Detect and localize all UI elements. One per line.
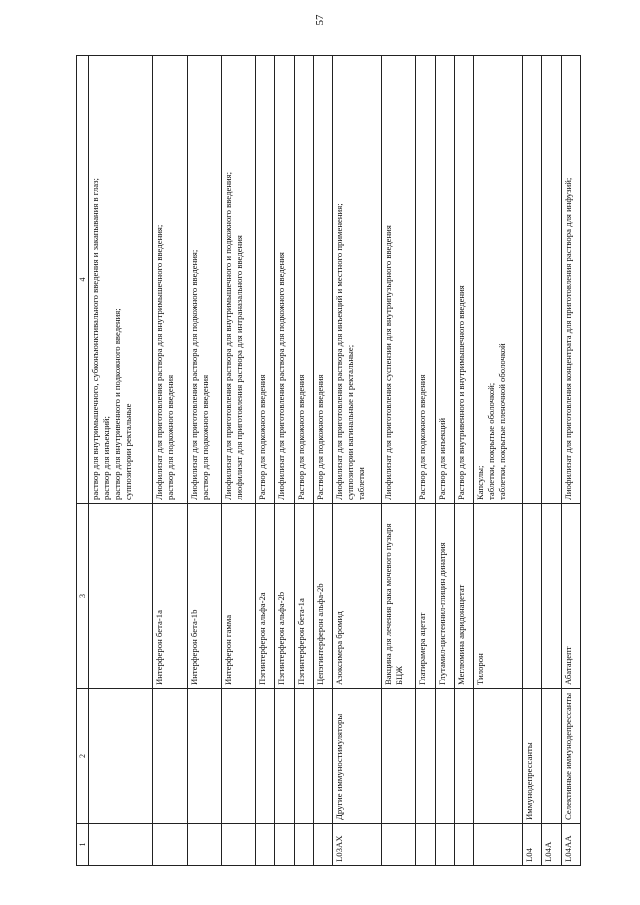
- dosage-form-line: Раствор для подкожного введения: [417, 374, 428, 500]
- dosage-forms-cell: [473, 56, 522, 504]
- dosage-form-line: Раствор для подкожного введения: [257, 374, 268, 500]
- dosage-forms-cell: [382, 56, 416, 504]
- atc-code-cell: [256, 824, 275, 866]
- table-row: [89, 56, 153, 866]
- group-name-cell: [275, 689, 294, 824]
- group-name-cell: [256, 689, 275, 824]
- group-name-cell: [454, 689, 473, 824]
- dosage-forms-cell: [275, 56, 294, 504]
- group-name-cell: Селективные иммунодепрессанты: [561, 689, 580, 824]
- dosage-form-line: Лиофилизат для приготовления раствора для подкожного введения;: [188, 249, 199, 500]
- table-body: [89, 56, 581, 866]
- dosage-form-line: Раствор для внутривенного и внутримышечного введения: [455, 285, 466, 500]
- dosage-forms-cell: [542, 56, 561, 504]
- dosage-forms-cell: [256, 56, 275, 504]
- group-name-cell: Другие иммуностимуляторы: [332, 689, 381, 824]
- dosage-forms-cell: [454, 56, 473, 504]
- dosage-forms-cell: [221, 56, 255, 504]
- dosage-forms-cell: [294, 56, 313, 504]
- group-name-cell: [89, 689, 153, 824]
- drug-table: [76, 55, 581, 866]
- dosage-forms-cell: [187, 56, 221, 504]
- table-header-row: [77, 56, 89, 866]
- table-row: [382, 56, 416, 866]
- dosage-form-line: Лиофилизат для приготовления раствора для инъекций и местного применения;: [333, 203, 344, 500]
- group-name-cell: [542, 689, 561, 824]
- column-header: 2: [77, 689, 89, 824]
- atc-code-cell: L04AA: [561, 824, 580, 866]
- atc-code-cell: [187, 824, 221, 866]
- drug-name-cell: Глатирамера ацетат: [416, 504, 435, 689]
- column-header: 4: [77, 56, 89, 504]
- dosage-forms-cell: [435, 56, 454, 504]
- atc-code-cell: L04A: [542, 824, 561, 866]
- table-row: [332, 56, 381, 866]
- atc-code-cell: [473, 824, 522, 866]
- table-row: [542, 56, 561, 866]
- atc-code-cell: [89, 824, 153, 866]
- drug-name-cell: Интерферон гамма: [221, 504, 255, 689]
- drug-name-cell: [523, 504, 542, 689]
- drug-name-cell: [89, 504, 153, 689]
- drug-name-cell: Абатацепт: [561, 504, 580, 689]
- dosage-form-line: раствор для подкожного введения: [199, 374, 210, 500]
- dosage-forms-cell: [523, 56, 542, 504]
- atc-code-cell: [454, 824, 473, 866]
- column-header: 3: [77, 504, 89, 689]
- dosage-form-line: лиофилизат для приготовления раствора для интраназального введения: [233, 235, 244, 500]
- atc-code-cell: [153, 824, 187, 866]
- dosage-forms-cell: [561, 56, 580, 504]
- drug-name-cell: Интерферон бета-1а: [153, 504, 187, 689]
- group-name-cell: [294, 689, 313, 824]
- group-name-cell: [313, 689, 332, 824]
- dosage-forms-cell: [332, 56, 381, 504]
- rotated-table-container: [76, 56, 581, 866]
- group-name-cell: [382, 689, 416, 824]
- dosage-forms-cell: [416, 56, 435, 504]
- group-name-cell: [153, 689, 187, 824]
- table-row: [416, 56, 435, 866]
- drug-name-cell: Пэгинтерферон бета-1а: [294, 504, 313, 689]
- page-number: 57: [314, 14, 326, 26]
- atc-code-cell: L04: [523, 824, 542, 866]
- atc-code-cell: [416, 824, 435, 866]
- table-row: [221, 56, 255, 866]
- drug-name-cell: Тилорон: [473, 504, 522, 689]
- dosage-form-line: Капсулы;: [474, 465, 485, 500]
- drug-name-cell: Глутамил-цистеинил-глицин динатрия: [435, 504, 454, 689]
- dosage-form-line: таблетки, покрытые оболочкой;: [485, 382, 496, 500]
- dosage-form-line: Лиофилизат для приготовления концентрата для приготовления раствора для инфузий;: [562, 177, 573, 500]
- dosage-forms-cell: [313, 56, 332, 504]
- dosage-form-line: суппозитории вагинальные и ректальные;: [344, 344, 355, 500]
- table-row: [294, 56, 313, 866]
- drug-name-cell: Интерферон бета-1b: [187, 504, 221, 689]
- dosage-form-line: таблетки: [355, 467, 366, 500]
- dosage-form-line: Раствор для подкожного введения: [295, 374, 306, 500]
- dosage-form-line: Раствор для инъекций: [436, 418, 447, 500]
- column-header: 1: [77, 824, 89, 866]
- atc-code-cell: L03AX: [332, 824, 381, 866]
- group-name-cell: [416, 689, 435, 824]
- group-name-cell: [221, 689, 255, 824]
- group-name-cell: [435, 689, 454, 824]
- group-name-cell: [473, 689, 522, 824]
- dosage-form-line: Лиофилизат для приготовления суспензии для внутрипузырного введения: [383, 225, 394, 500]
- table-row: [561, 56, 580, 866]
- drug-name-cell: Пэгинтерферон альфа-2а: [256, 504, 275, 689]
- dosage-form-line: Лиофилизат для приготовления раствора для подкожного введения: [276, 252, 287, 500]
- atc-code-cell: [221, 824, 255, 866]
- dosage-form-line: раствор для внутримышечного, субконъюнктивального введения и закапывания в глаз;: [90, 178, 100, 500]
- atc-code-cell: [275, 824, 294, 866]
- dosage-form-line: таблетки, покрытые пленочной оболочкой: [496, 343, 507, 500]
- dosage-form-line: раствор для инъекций;: [101, 416, 111, 500]
- table-row: [153, 56, 187, 866]
- group-name-cell: [187, 689, 221, 824]
- dosage-forms-cell: [153, 56, 187, 504]
- atc-code-cell: [313, 824, 332, 866]
- table-row: [313, 56, 332, 866]
- table-row: [435, 56, 454, 866]
- drug-name-cell: Цепэгинтерферон альфа-2b: [313, 504, 332, 689]
- dosage-form-line: Раствор для подкожного введения: [314, 374, 325, 500]
- dosage-forms-cell: [89, 56, 153, 504]
- dosage-form-line: раствор для подкожного введения: [165, 374, 176, 500]
- group-name-cell: Иммунодепрессанты: [523, 689, 542, 824]
- table-row: [187, 56, 221, 866]
- drug-name-cell: [542, 504, 561, 689]
- table-row: [523, 56, 542, 866]
- atc-code-cell: [294, 824, 313, 866]
- drug-name-cell: Меглюмина акридонацетат: [454, 504, 473, 689]
- table-row: [454, 56, 473, 866]
- dosage-form-line: Лиофилизат для приготовления раствора для внутримышечного и подкожного введения;: [222, 171, 233, 500]
- drug-name-cell: Вакцина для лечения рака мочевого пузыря БЦЖ: [382, 504, 416, 689]
- table-row: [256, 56, 275, 866]
- table-row: [275, 56, 294, 866]
- drug-name-cell: Азоксимера бромид: [332, 504, 381, 689]
- table-row: [473, 56, 522, 866]
- dosage-form-line: Лиофилизат для приготовления раствора для внутримышечного введения;: [154, 224, 165, 500]
- dosage-form-line: раствор для внутривенного и подкожного введения;: [112, 308, 122, 500]
- atc-code-cell: [382, 824, 416, 866]
- atc-code-cell: [435, 824, 454, 866]
- drug-name-cell: Пэгинтерферон альфа-2b: [275, 504, 294, 689]
- dosage-form-line: суппозитории ректальные: [123, 403, 133, 500]
